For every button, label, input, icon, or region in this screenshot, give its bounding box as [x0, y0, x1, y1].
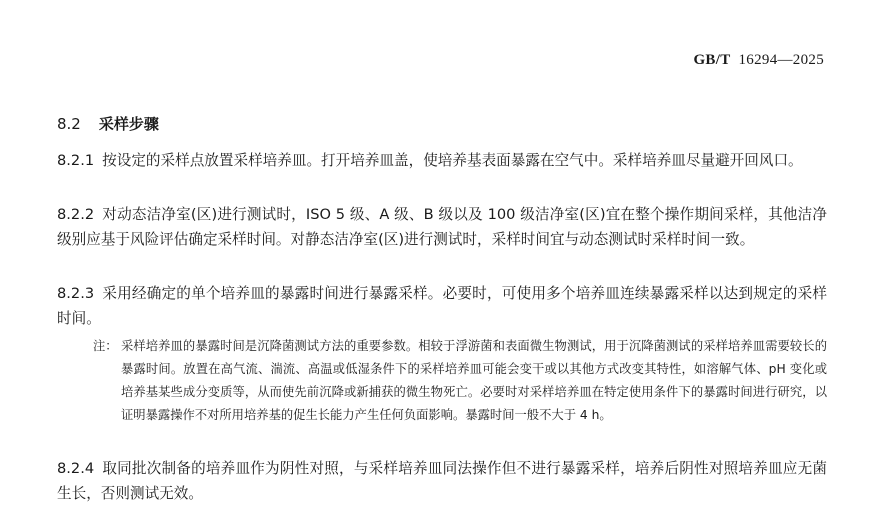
- clause-text: 按设定的采样点放置采样培养皿。打开培养皿盖，使培养基表面暴露在空气中。采样培养皿尽量避开回风口。: [102, 152, 803, 169]
- clause-text: 取同批次制备的培养皿作为阴性对照，与采样培养皿同法操作但不进行暴露采样，培养后阴性对照培养皿应无菌生长，否则测试无效。: [57, 460, 827, 502]
- clause-text: 对动态洁净室(区)进行测试时，ISO 5 级、A 级、B 级以及 100 级洁净室(区)宜在整个操作期间采样，其他洁净级别应基于风险评估确定采样时间。对静态洁净室(区)进行测试时，采样时间宜与动态测试时采样时间一致。: [57, 206, 827, 248]
- standard-prefix: GB/T: [693, 52, 731, 68]
- clause-number: 8.2.2: [57, 206, 95, 223]
- section-title: 采样步骤: [98, 115, 159, 133]
- clause-number: 8.2.3: [57, 285, 95, 302]
- note-label: 注：: [93, 339, 118, 353]
- clause-number: 8.2.4: [57, 460, 95, 477]
- note-text: 采样培养皿的暴露时间是沉降菌测试方法的重要参数。相较于浮游菌和表面微生物测试，用于沉降菌测试的采样培养皿需要较长的暴露时间。放置在高气流、湍流、高温或低湿条件下的采样培养皿可能会变干或以其他方式改变其特性，如溶解气体、pH 变化或培养基某些成分变质等，从而使先前沉降或新捕获的微生物死亡。必要时对采样培养皿在特定使用条件下的暴露时间进行研究，以证明暴露操作不对所用培养基的促生长能力产生任何负面影响。暴露时间一般不大于 4 h。: [121, 339, 827, 422]
- clause-8-2-3: [57, 281, 827, 331]
- clause-number: 8.2.1: [57, 152, 95, 169]
- note-block: [93, 335, 827, 427]
- clause-text: 采用经确定的单个培养皿的暴露时间进行暴露采样。必要时，可使用多个培养皿连续暴露采样以达到规定的采样时间。: [57, 285, 827, 327]
- clause-8-2-2: [57, 202, 827, 252]
- section-number: 8.2: [57, 115, 81, 133]
- clause-8-2-1: [57, 148, 827, 173]
- section-heading: [57, 113, 159, 134]
- standard-number: 16294—2025: [738, 52, 824, 68]
- standard-code-header: [693, 52, 824, 69]
- clause-8-2-4: [57, 456, 827, 506]
